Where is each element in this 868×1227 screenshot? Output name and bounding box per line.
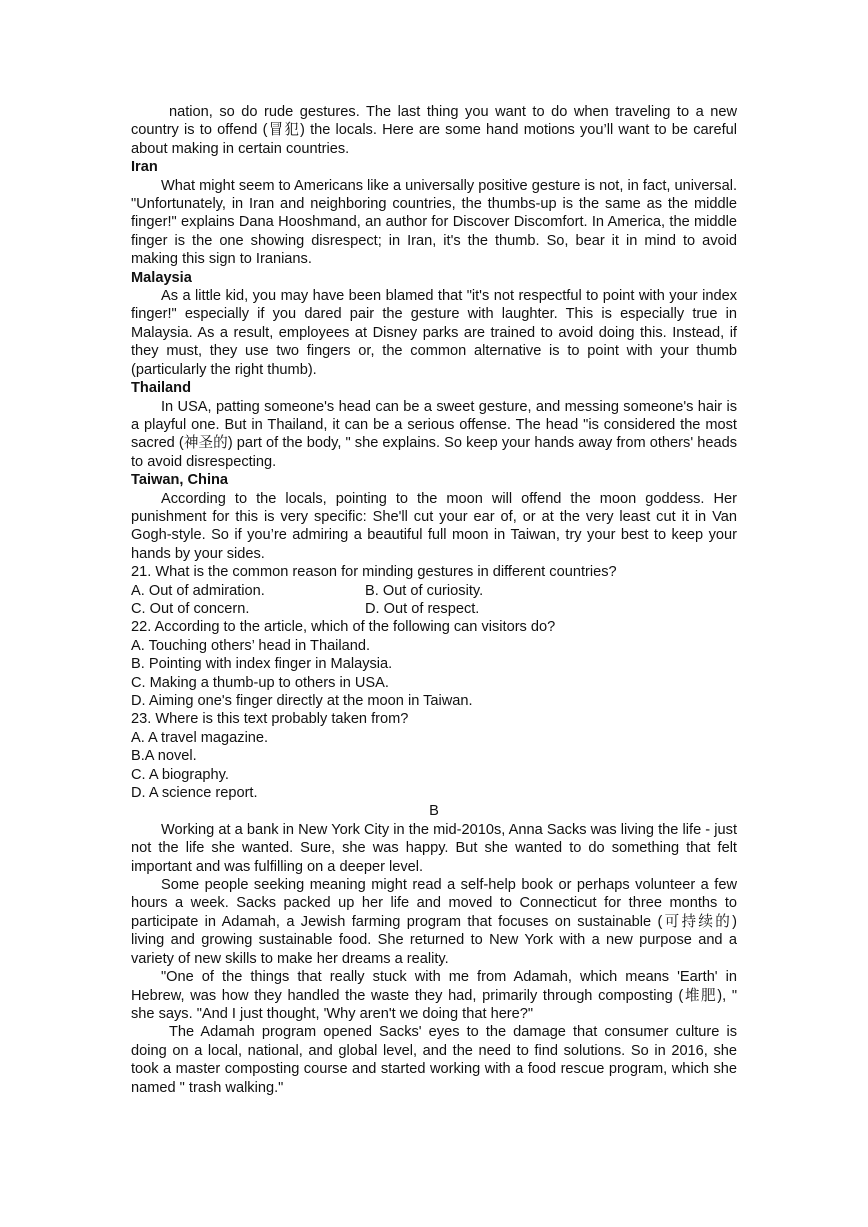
option-c: C. Out of concern. — [131, 600, 250, 617]
document-page — [131, 103, 737, 1097]
section-text-iran: What might seem to Americans like a universally positive gesture is not, in fact, universal. "Unfortunately, in Iran and neighboring countries, the thumbs-up is the same as the middle finger!" explains Dana Hooshmand, an author for Discover Discomfort. In America, the middle finger is the one showing disrespect; in Iran, it's the thumb. So, bear it in mind to avoid making this sign to Iranians. — [131, 177, 737, 268]
option-d: D. Aiming one's finger directly at the moon in Taiwan. — [131, 693, 473, 709]
section-heading-thailand: Thailand — [131, 380, 191, 397]
option-b: B.A novel. — [131, 748, 197, 765]
part-b-paragraph: Working at a bank in New York City in the mid-2010s, Anna Sacks was living the life - just not the life she wanted. Sure, she was happy. But she wanted to do something that felt important and was fulfilling on a deeper level. — [131, 821, 737, 875]
question-stem: 23. Where is this text probably taken from? — [131, 711, 409, 728]
section-text-malaysia: As a little kid, you may have been blamed that "it's not respectful to point with your index finger!" especially if you dared pair the gesture with laughter. This is especially true in Malaysia. As a result, employees at Disney parks are trained to avoid doing this. Instead, if they must, they use two fingers or, the common alternative is to point with your thumb (particularly the right thumb). — [131, 288, 737, 378]
section-text-taiwan: According to the locals, pointing to the moon will offend the moon goddess. Her punishment for this is very specific: She'll cut your ear of, or at the very least cut it in Van Gogh-style. So if you’re admiring a beautiful full moon in Taiwan, try your best to keep your hands by your sides. — [131, 490, 737, 562]
question-stem: 21. What is the common reason for minding gestures in different countries? — [131, 564, 617, 581]
part-b-paragraph: Some people seeking meaning might read a self-help book or perhaps volunteer a few hours a week. Sacks packed up her life and moved to Connecticut for three months to participate in Adamah, a Jewish farming program that focuses on sustainable (可持续的) living and growing sustainable food. She returned to New York with a new purpose and a variety of new skills to make her dreams a reality. — [131, 877, 737, 967]
section-heading-malaysia: Malaysia — [131, 269, 192, 286]
part-b-paragraph: "One of the things that really stuck with me from Adamah, which means 'Earth' in Hebrew, was how they handled the waste they had, primarily through composting (堆肥), " she says. "And I just thought, 'Why aren't we doing that here?" — [131, 969, 737, 1022]
option-d: D. A science report. — [131, 785, 258, 802]
question-21 — [131, 563, 737, 618]
section-text-thailand: In USA, patting someone's head can be a sweet gesture, and messing someone's hair is a playful one. But in Thailand, it can be a serious offense. The head "is considered the most sacred (神圣的) part of the body, " she explains. So keep your hands away from others' heads to avoid disrespecting. — [131, 398, 737, 470]
option-row — [131, 600, 737, 618]
intro-paragraph: nation, so do rude gestures. The last thing you want to do when traveling to a new country is to offend (冒犯) the locals. Here are some hand motions you’ll want to be careful about making in certain countries. — [131, 104, 737, 157]
question-23 — [131, 710, 737, 802]
question-22 — [131, 618, 737, 710]
option-c: C. Making a thumb-up to others in USA. — [131, 674, 389, 691]
option-a: A. Touching others’ head in Thailand. — [131, 637, 371, 654]
part-b-paragraph: The Adamah program opened Sacks' eyes to the damage that consumer culture is doing on a local, national, and global level, and the need to find solutions. So in 2016, she took a master composting course and started working with a food rescue program, which she named " trash walking." — [131, 1024, 737, 1096]
option-b: B. Pointing with index finger in Malaysia. — [131, 656, 393, 673]
section-heading-taiwan: Taiwan, China — [131, 472, 229, 489]
question-stem: 22. According to the article, which of the following can visitors do? — [131, 619, 556, 636]
option-a: A. A travel magazine. — [131, 729, 269, 746]
section-heading-iran: Iran — [131, 159, 158, 176]
option-b: B. Out of curiosity. — [365, 582, 484, 599]
option-a: A. Out of admiration. — [131, 582, 265, 599]
option-row — [131, 582, 737, 600]
option-d: D. Out of respect. — [365, 600, 480, 617]
option-c: C. A biography. — [131, 766, 229, 783]
part-b-label: B — [429, 803, 439, 820]
